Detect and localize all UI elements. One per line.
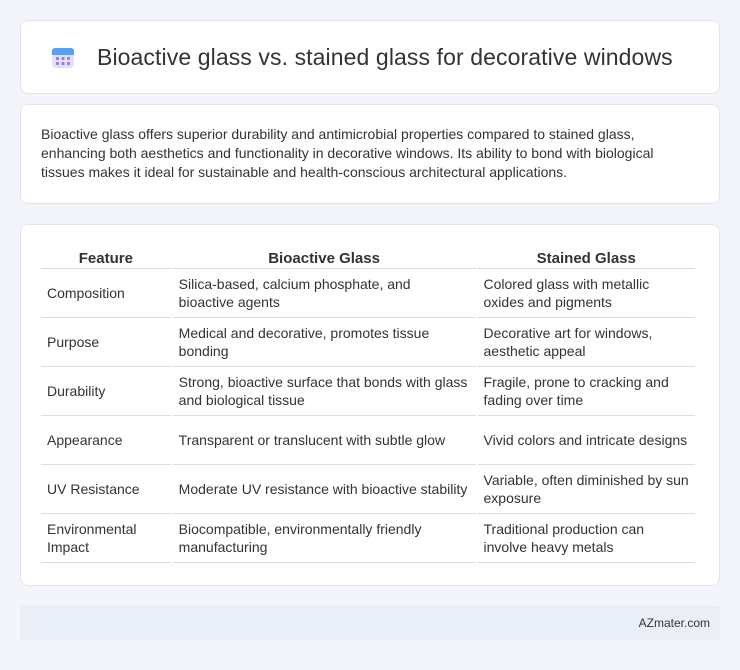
feature-cell: Appearance — [41, 416, 171, 465]
comparison-table-card — [20, 224, 720, 586]
bioactive-cell: Strong, bioactive surface that bonds with glass and biological tissue — [173, 367, 476, 416]
stained-cell: Traditional production can involve heavy metals — [478, 514, 695, 563]
feature-cell: Purpose — [41, 318, 171, 367]
comparison-table — [39, 245, 697, 563]
table-row — [41, 269, 695, 318]
feature-cell: UV Resistance — [41, 465, 171, 514]
bioactive-cell: Medical and decorative, promotes tissue bonding — [173, 318, 476, 367]
page-title: Bioactive glass vs. stained glass for decorative windows — [97, 43, 673, 70]
bioactive-cell: Biocompatible, environmentally friendly manufacturing — [173, 514, 476, 563]
footer-brand: AZmater.com — [638, 616, 710, 630]
table-row — [41, 367, 695, 416]
stained-cell: Decorative art for windows, aesthetic appeal — [478, 318, 695, 367]
stained-cell: Fragile, prone to cracking and fading over time — [478, 367, 695, 416]
summary-card — [20, 104, 720, 204]
feature-cell: Environmental Impact — [41, 514, 171, 563]
bioactive-cell: Silica-based, calcium phosphate, and bioactive agents — [173, 269, 476, 318]
table-row — [41, 514, 695, 563]
column-header-bioactive-glass: Bioactive Glass — [173, 245, 476, 269]
feature-cell: Composition — [41, 269, 171, 318]
feature-cell: Durability — [41, 367, 171, 416]
table-row — [41, 318, 695, 367]
title-card — [20, 20, 720, 94]
calendar-icon — [49, 43, 77, 71]
stained-cell: Vivid colors and intricate designs — [478, 416, 695, 465]
table-header-row — [41, 245, 695, 269]
column-header-feature: Feature — [41, 245, 171, 269]
table-row — [41, 416, 695, 465]
column-header-stained-glass: Stained Glass — [478, 245, 695, 269]
summary-text: Bioactive glass offers superior durability and antimicrobial properties compared to stained glass, enhancing both aesthetics and functionality in decorative windows. Its ability to bond with biological tissues makes it ideal for sustainable and health-conscious architectural applications. — [41, 126, 654, 180]
stained-cell: Colored glass with metallic oxides and pigments — [478, 269, 695, 318]
table-row — [41, 465, 695, 514]
stained-cell: Variable, often diminished by sun exposure — [478, 465, 695, 514]
footer-bar — [20, 606, 720, 640]
bioactive-cell: Moderate UV resistance with bioactive stability — [173, 465, 476, 514]
bioactive-cell: Transparent or translucent with subtle glow — [173, 416, 476, 465]
